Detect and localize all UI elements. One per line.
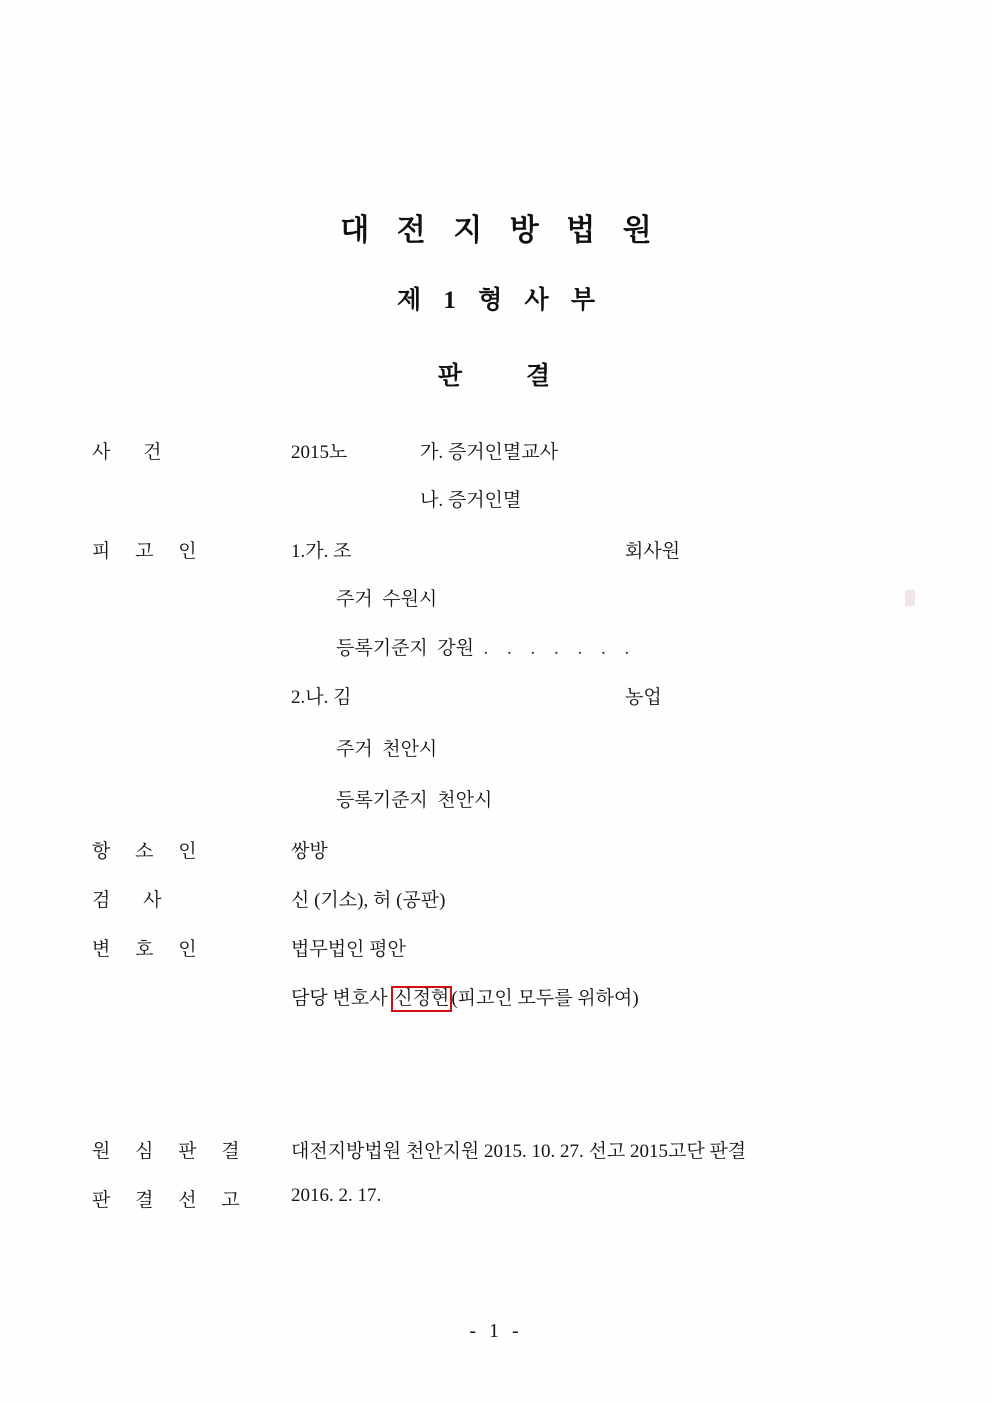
defendant-2-registry-value: 천안시 <box>437 790 493 811</box>
field-label-defense-counsel: 변 호 인 <box>92 939 207 960</box>
attorney-prefix: 담당 변호사 <box>291 988 388 1009</box>
highlighted-attorney-name: 신정현 <box>391 986 452 1012</box>
defendant-2-residence <box>336 734 437 761</box>
field-value-prosecutor: 신 (기소), 허 (공판) <box>291 890 446 911</box>
attorney-suffix: (피고인 모두를 위하여) <box>451 988 639 1009</box>
defendant-2-residence-value: 천안시 <box>382 739 438 760</box>
field-label-appellant: 항 소 인 <box>92 841 207 862</box>
page-title-document-type <box>0 356 992 392</box>
defendant-2-index: 2.나. 김 <box>291 687 352 708</box>
defendant-1-registry-label: 등록기준지 <box>336 638 428 659</box>
field-value-charge-1: 가. 증거인멸교사 <box>420 442 558 463</box>
field-value-original-judgment: 대전지방법원 천안지원 2015. 10. 27. 선고 2015고단 판결 <box>291 1141 747 1162</box>
field-value-appellant: 쌍방 <box>291 841 328 862</box>
field-label-prosecutor: 검 사 <box>92 890 176 911</box>
field-label-case: 사 건 <box>92 442 176 463</box>
defendant-1-residence-value: 수원시 <box>382 589 438 610</box>
defendant-2-registry <box>336 785 492 812</box>
defendant-1-residence-label: 주거 <box>336 589 373 610</box>
defendant-2-registry-label: 등록기준지 <box>336 790 428 811</box>
field-label-defendants: 피 고 인 <box>92 541 207 562</box>
defendant-2-residence-label: 주거 <box>336 739 373 760</box>
field-value-charge-2: 나. 증거인멸 <box>420 490 522 511</box>
field-label-judgment-date: 판 결 선 고 <box>92 1190 250 1211</box>
defendant-2-occupation: 농업 <box>625 687 662 708</box>
doc-type-right: 결 <box>526 363 555 390</box>
field-value-defense-attorney <box>291 983 639 1012</box>
defendant-1-registry <box>336 633 636 660</box>
defendant-1-occupation: 회사원 <box>625 541 681 562</box>
field-label-original-judgment: 원 심 판 결 <box>92 1141 250 1162</box>
defendant-1-registry-dots: . . . . . . . <box>483 638 637 659</box>
defendant-1-residence <box>336 584 437 611</box>
field-value-defense-firm: 법무법인 평안 <box>291 939 406 960</box>
defendant-1-index: 1.가. 조 <box>291 541 352 562</box>
field-value-case-number: 2015노 <box>291 442 348 463</box>
defendant-1-registry-value: 강원 <box>437 638 474 659</box>
page-number-footer: - 1 - <box>469 1320 523 1342</box>
scan-artifact <box>905 590 915 606</box>
field-value-judgment-date: 2016. 2. 17. <box>291 1185 382 1206</box>
page-title-division: 제 1 형 사 부 <box>396 287 604 314</box>
page-title-court: 대 전 지 방 법 원 <box>340 214 662 247</box>
doc-type-left: 판 <box>437 363 466 390</box>
